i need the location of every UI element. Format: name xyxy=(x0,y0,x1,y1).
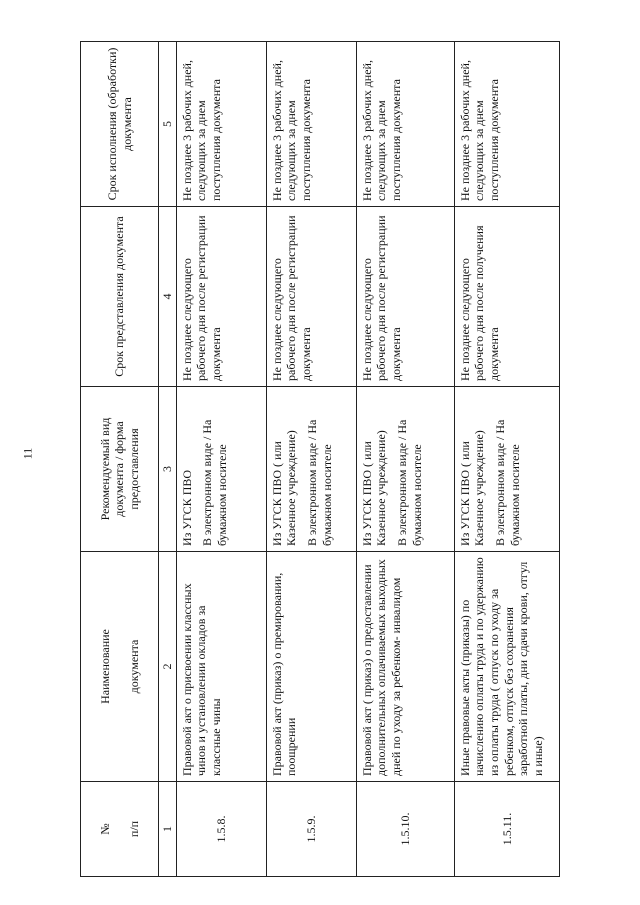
exec-term: Не позднее 3 рабочих дней, следующих за днем поступления документа xyxy=(266,42,356,207)
header-cell-submit xyxy=(81,207,159,387)
exec-term: Не позднее 3 рабочих дней, следующих за днем поступления документа xyxy=(176,42,266,207)
row-number: 1.5.11. xyxy=(454,782,559,877)
table-row xyxy=(266,42,356,877)
header-text: Наименование документа xyxy=(97,629,141,704)
submit-term: Не позднее следующего рабочего дня после регистрации документа xyxy=(176,207,266,387)
header-text: Срок исполнения (обработки) документа xyxy=(104,47,134,201)
document-name: Правовой акт о присвоении классных чинов и установлении окладов за классные чины xyxy=(176,552,266,782)
document-name: Иные правовые акты (приказы) по начислению оплаты труда и по удержанию из оплаты труда ( отпуск по уходу за ребенком, отпуск без сохранения заработной платы, дни сдачи крови, отгул и иные) xyxy=(454,552,559,782)
column-number: 2 xyxy=(159,552,177,782)
document-form xyxy=(266,387,356,552)
document-name: Правовой акт ( приказ) о предоставлении дополнительных оплачиваемых выходных дней по уходу за ребенком- инвалидом xyxy=(356,552,454,782)
column-number: 4 xyxy=(159,207,177,387)
header-cell-form xyxy=(81,387,159,552)
header-cell-exec xyxy=(81,42,159,207)
form-medium: В электронном виде / На бумажном носителе xyxy=(304,419,334,546)
form-source: Из УГСК ПВО ( или Казенное учреждение) xyxy=(359,430,389,546)
submit-term: Не позднее следующего рабочего дня после регистрации документа xyxy=(356,207,454,387)
form-source: Из УГСК ПВО xyxy=(179,469,194,546)
header-cell-name xyxy=(81,552,159,782)
table-row xyxy=(176,42,266,877)
row-number: 1.5.10. xyxy=(356,782,454,877)
page-number: 11 xyxy=(20,447,35,460)
form-source: Из УГСК ПВО ( или Казенное учреждение) xyxy=(457,430,487,546)
table-row xyxy=(454,42,559,877)
table-container xyxy=(80,42,560,877)
row-number: 1.5.9. xyxy=(266,782,356,877)
submit-term: Не позднее следующего рабочего дня после регистрации документа xyxy=(266,207,356,387)
row-number: 1.5.8. xyxy=(176,782,266,877)
document-form xyxy=(176,387,266,552)
exec-term: Не позднее 3 рабочих дней, следующих за днем поступления документа xyxy=(454,42,559,207)
column-number: 3 xyxy=(159,387,177,552)
header-row xyxy=(81,42,159,877)
header-cell-num xyxy=(81,782,159,877)
document-form xyxy=(454,387,559,552)
form-medium: В электронном виде / На бумажном носителе xyxy=(394,419,424,546)
exec-term: Не позднее 3 рабочих дней, следующих за днем поступления документа xyxy=(356,42,454,207)
header-text: Рекомендуемый вид документа / форма предоставления xyxy=(97,417,141,521)
form-medium: В электронном виде / На бумажном носителе xyxy=(492,419,522,546)
documents-table xyxy=(80,41,560,877)
column-number: 5 xyxy=(159,42,177,207)
form-medium: В электронном виде / На бумажном носителе xyxy=(200,419,229,546)
header-text: Срок представления документа xyxy=(112,216,127,377)
document-name: Правовой акт (приказ) о премировании, поощрении xyxy=(266,552,356,782)
submit-term: Не позднее следующего рабочего дня после получения документа xyxy=(454,207,559,387)
document-form xyxy=(356,387,454,552)
column-number: 1 xyxy=(159,782,177,877)
table-row xyxy=(356,42,454,877)
form-source: Из УГСК ПВО ( или Казенное учреждение) xyxy=(269,430,299,546)
header-text: № п/п xyxy=(97,820,141,838)
column-number-row xyxy=(159,42,177,877)
